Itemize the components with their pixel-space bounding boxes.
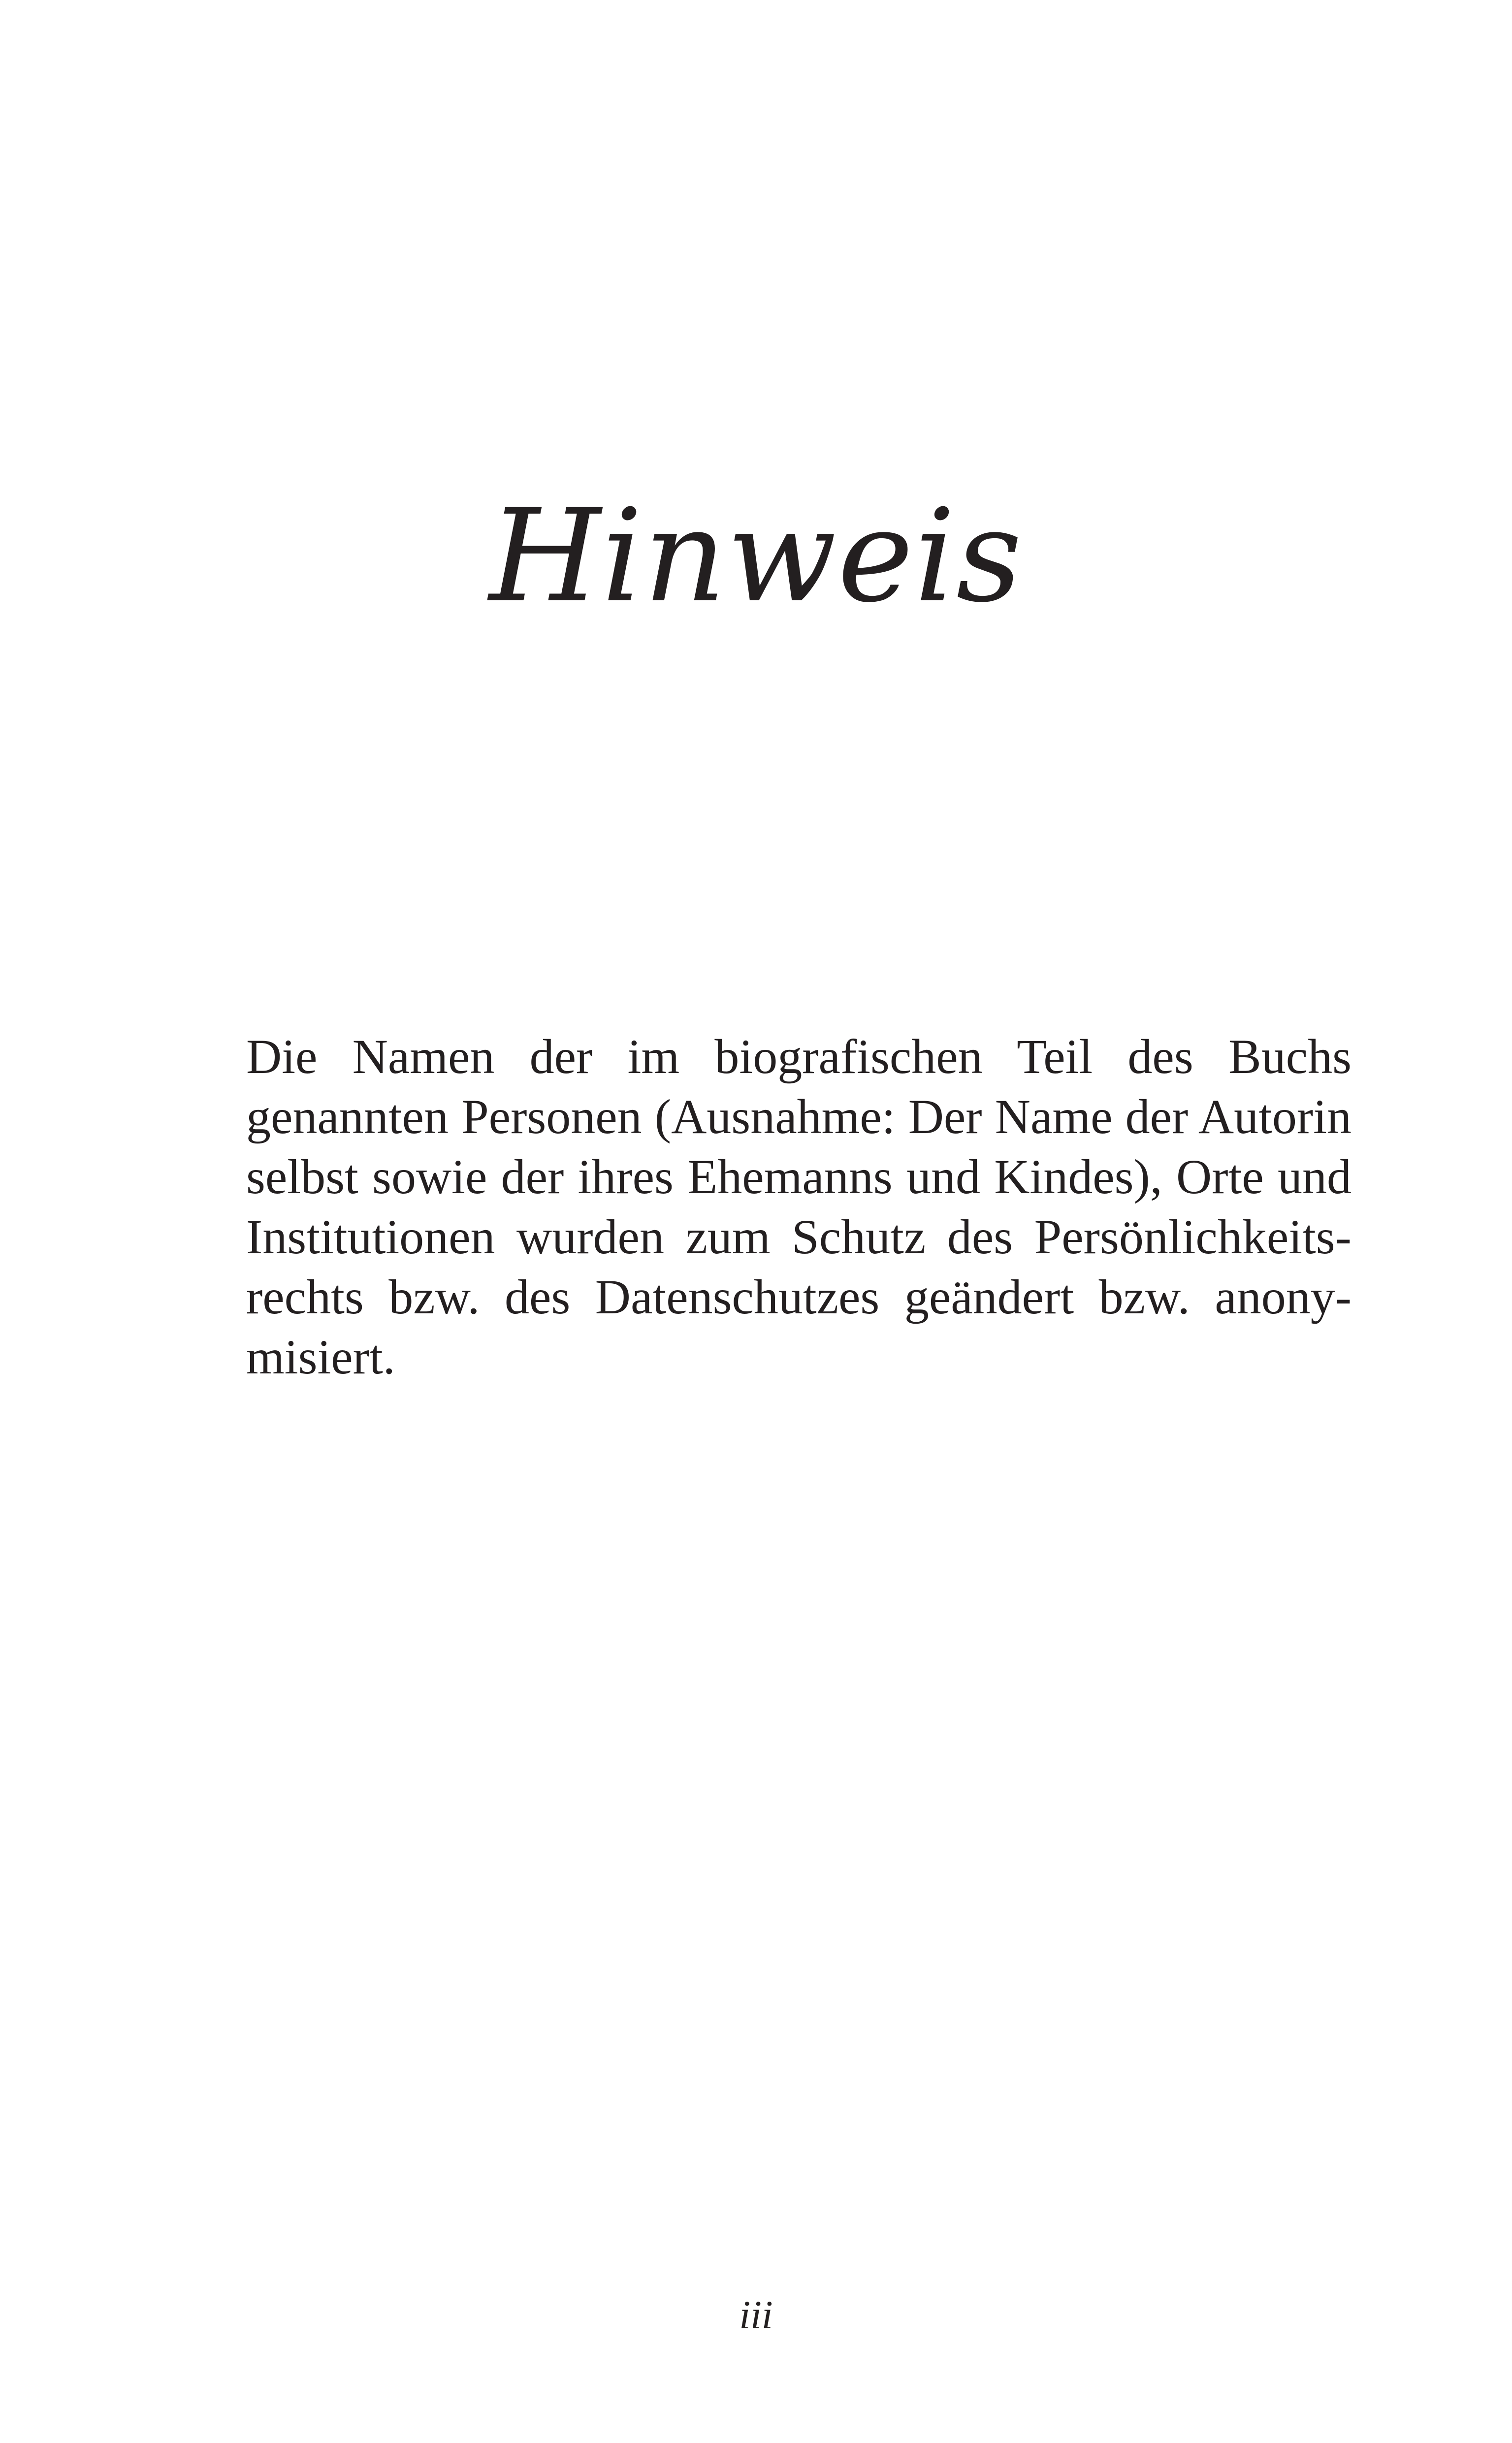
paragraph-line: Die Namen der im biografischen Teil des Buchs bbox=[246, 1029, 1351, 1084]
page-heading: Hinweis bbox=[489, 482, 1023, 631]
paragraph-line: misiert. bbox=[246, 1330, 395, 1384]
page-number: iii bbox=[739, 2292, 773, 2337]
paragraph-line: rechts bzw. des Datenschutzes geändert bzw. anony- bbox=[246, 1270, 1351, 1324]
paragraph-line: genannten Personen (Ausnahme: Der Name der Autorin bbox=[246, 1089, 1351, 1144]
paragraph-line: Institutionen wurden zum Schutz des Persönlichkeits- bbox=[246, 1209, 1351, 1264]
notice-paragraph bbox=[246, 1027, 1351, 1387]
paragraph-line: selbst sowie der ihres Ehemanns und Kindes), Orte und bbox=[246, 1149, 1351, 1204]
